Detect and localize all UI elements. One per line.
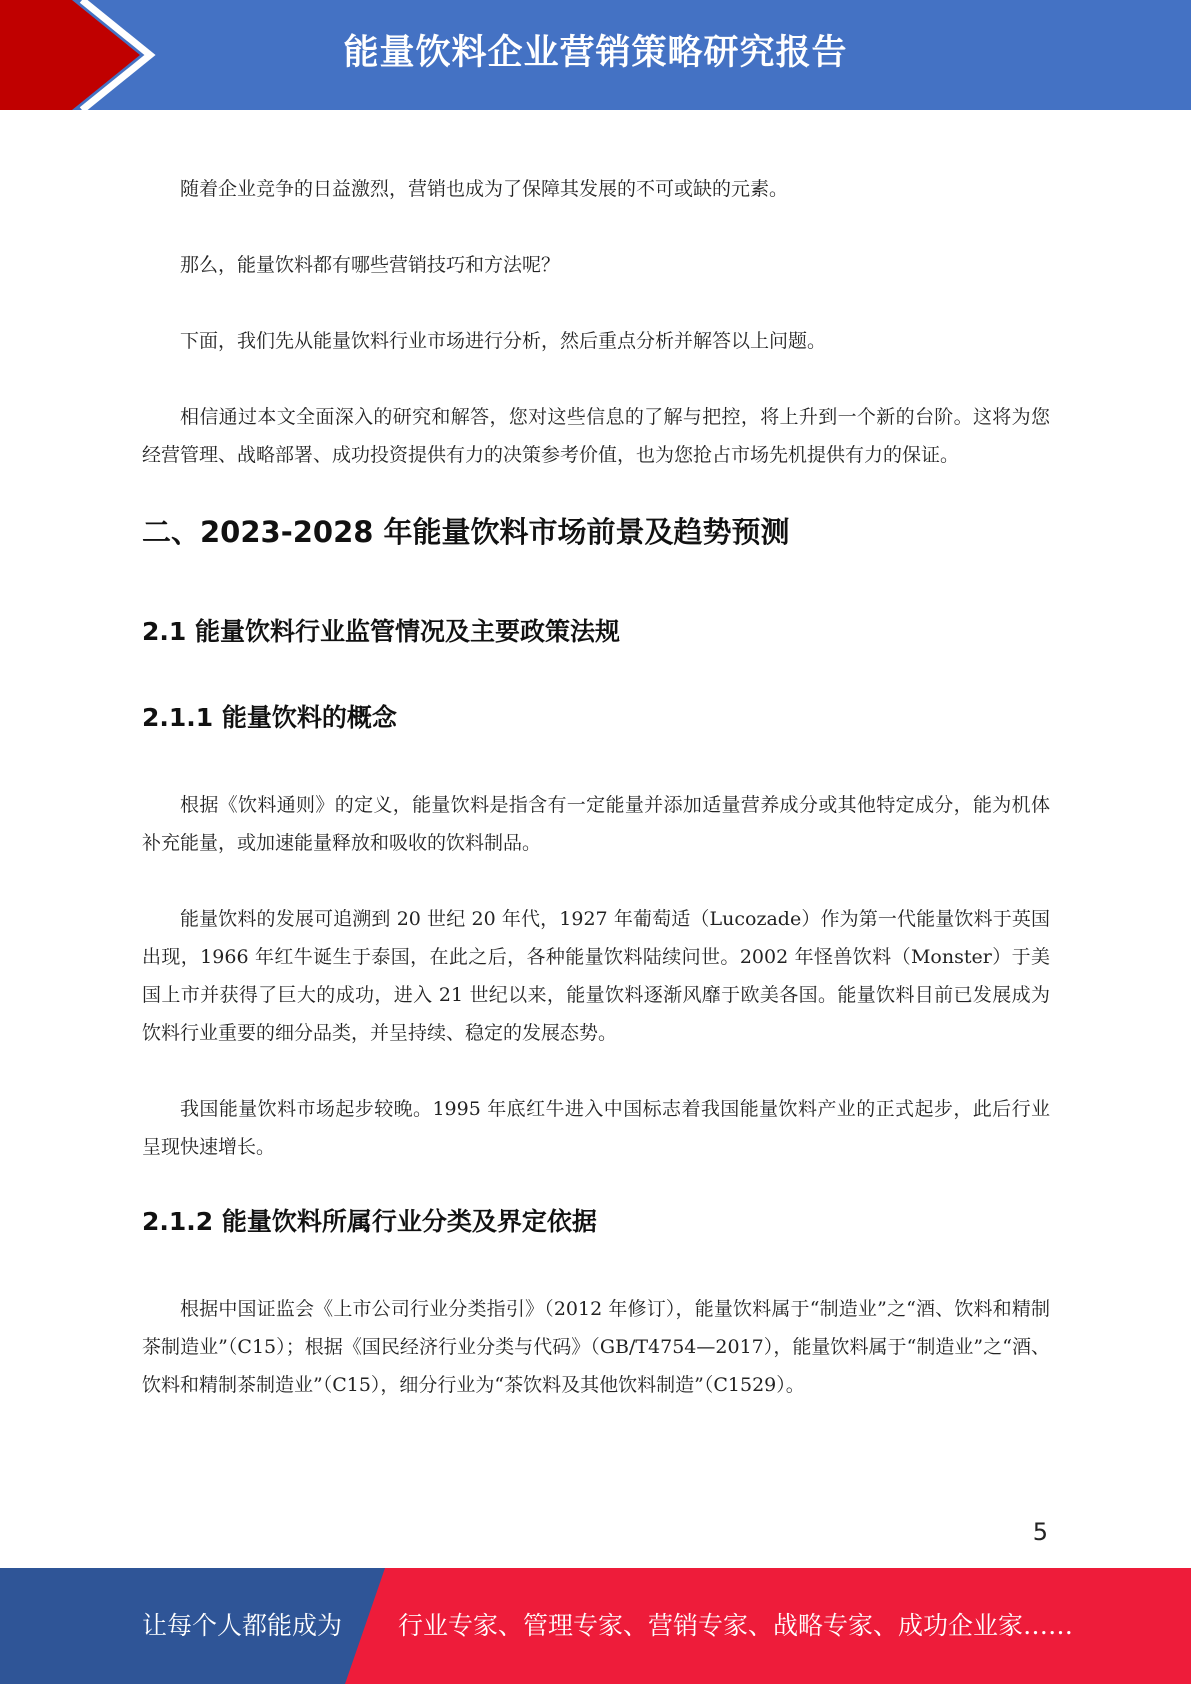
paragraph-intro-3: 下面，我们先从能量饮料行业市场进行分析，然后重点分析并解答以上问题。 bbox=[180, 330, 827, 352]
paragraph-definition: 根据《饮料通则》的定义，能量饮料是指含有一定能量并添加适量营养成分或其他特定成分，能为机体补充能量，或加速能量释放和吸收的饮料制品。 bbox=[142, 794, 1050, 854]
footer-slogan-right: 行业专家、管理专家、营销专家、战略专家、成功企业家…… bbox=[398, 1611, 1074, 1640]
footer-slogan-left: 让每个人都能成为 bbox=[142, 1611, 343, 1640]
paragraph-history: 能量饮料的发展可追溯到 20 世纪 20 年代，1927 年葡萄适（Lucozade）作为第一代能量饮料于英国出现，1966 年红牛诞生于泰国，在此之后，各种能量饮料陆续问世。2002 年怪兽饮料（Monster）于美国上市并获得了巨大的成功，进入 21 世纪以来，能量饮料逐渐风靡于欧美各国。能量饮料目前已发展成为饮料行业重要的细分品类，并呈持续、稳定的发展态势。 bbox=[142, 908, 1050, 1044]
paragraph-intro-4: 相信通过本文全面深入的研究和解答，您对这些信息的了解与把控，将上升到一个新的台阶。这将为您经营管理、战略部署、成功投资提供有力的决策参考价值，也为您抢占市场先机提供有力的保证。 bbox=[142, 406, 1050, 466]
section-heading-2-1-1: 2.1.1 能量饮料的概念 bbox=[142, 703, 397, 732]
page-number: 5 bbox=[1032, 1518, 1048, 1546]
paragraph-intro-1: 随着企业竞争的日益激烈，营销也成为了保障其发展的不可或缺的元素。 bbox=[180, 178, 789, 200]
section-heading-2-1-2: 2.1.2 能量饮料所属行业分类及界定依据 bbox=[142, 1207, 597, 1236]
page-header bbox=[0, 0, 1191, 110]
document-title: 能量饮料企业营销策略研究报告 bbox=[343, 33, 848, 73]
paragraph-china-market: 我国能量饮料市场起步较晚。1995 年底红牛进入中国标志着我国能量饮料产业的正式起步，此后行业呈现快速增长。 bbox=[142, 1098, 1050, 1158]
page-body bbox=[142, 170, 1050, 1442]
section-heading-2: 二、2023-2028 年能量饮料市场前景及趋势预测 bbox=[142, 515, 790, 549]
page-footer bbox=[0, 1568, 1191, 1684]
section-heading-2-1: 2.1 能量饮料行业监管情况及主要政策法规 bbox=[142, 617, 620, 646]
paragraph-classification: 根据中国证监会《上市公司行业分类指引》（2012 年修订），能量饮料属于“制造业”之“酒、饮料和精制茶制造业”（C15）；根据《国民经济行业分类与代码》（GB/T4754—2017），能量饮料属于“制造业”之“酒、饮料和精制茶制造业”（C15），细分行业为“茶饮料及其他饮料制造”（C1529）。 bbox=[142, 1298, 1050, 1396]
paragraph-intro-2: 那么，能量饮料都有哪些营销技巧和方法呢？ bbox=[180, 254, 561, 276]
